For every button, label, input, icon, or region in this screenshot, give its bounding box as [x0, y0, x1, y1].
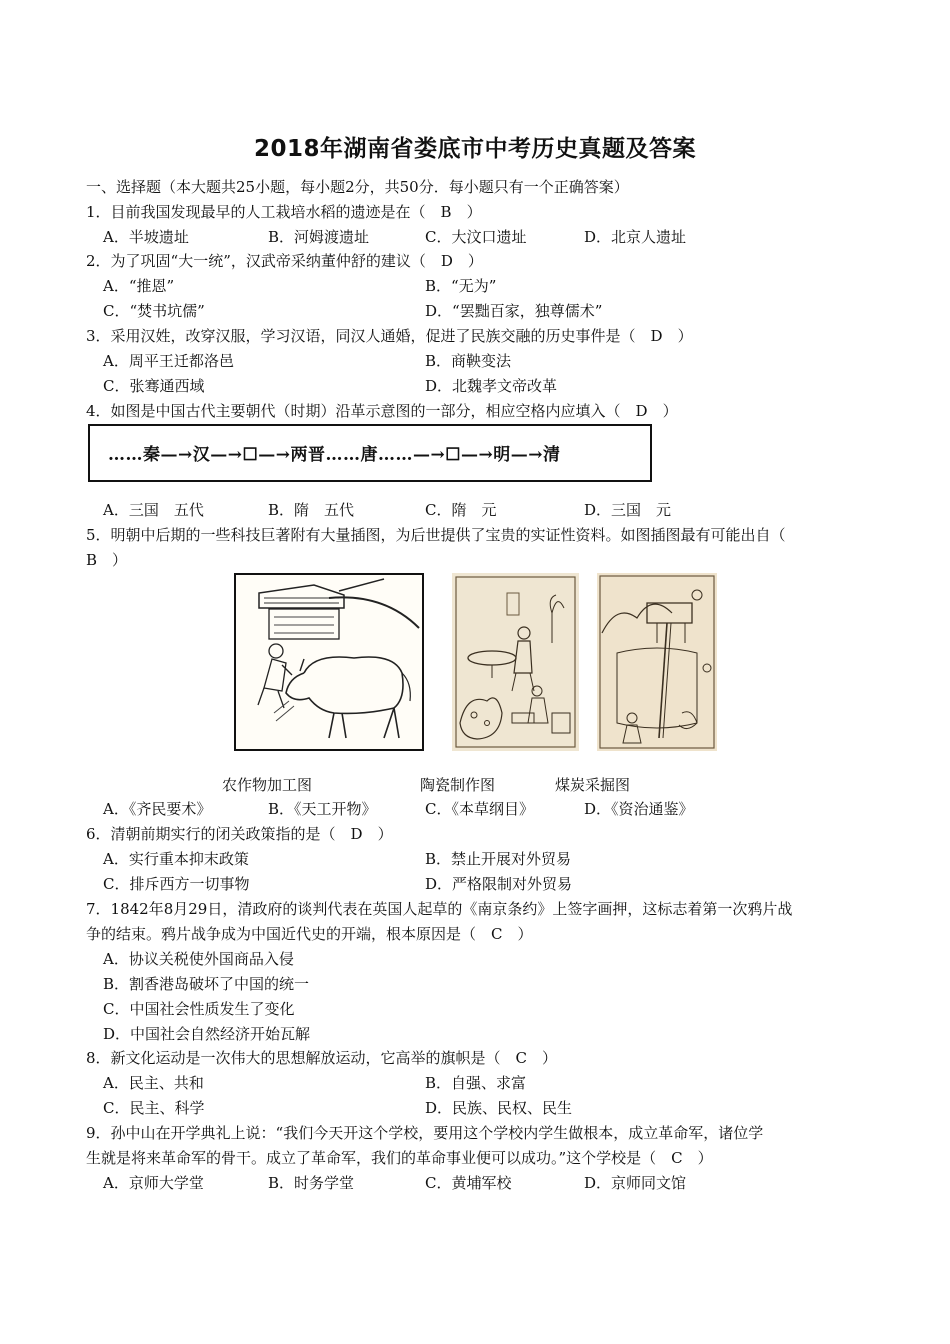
caption-coal-mining: 煤炭采掘图 — [555, 776, 631, 794]
question-7-stem-line-1: 7．1842年8月29日，清政府的谈判代表在英国人起草的《南京条约》上签字画押，这标志着第一次鸦片战 — [86, 900, 793, 918]
pottery-making-illustration — [452, 573, 579, 751]
question-5-stem-line-1: 5．明朝中后期的一些科技巨著附有大量插图，为后世提供了宝贵的实证性资料。如图插图最有可能出自（ — [86, 526, 786, 544]
question-9-stem-line-1: 9．孙中山在开学典礼上说：“我们今天开这个学校，要用这个学校内学生做根本，成立革命军，诸位学 — [86, 1124, 764, 1142]
coal-mining-illustration — [597, 573, 717, 751]
question-8-option-a: A．民主、共和 — [103, 1074, 204, 1092]
question-9-option-d: D．京师同文馆 — [584, 1174, 687, 1192]
question-8-option-d: D．民族、民权、民生 — [425, 1099, 573, 1117]
question-6-option-a: A．实行重本抑末政策 — [103, 850, 249, 868]
question-7-option-d: D．中国社会自然经济开始瓦解 — [103, 1025, 311, 1043]
question-6-option-b: B．禁止开展对外贸易 — [425, 850, 572, 868]
page-title: 2018年湖南省娄底市中考历史真题及答案 — [253, 136, 696, 162]
question-2-option-d: D．“罢黜百家，独尊儒术” — [425, 302, 603, 320]
question-9-option-a: A．京师大学堂 — [103, 1174, 204, 1192]
question-5-option-b: B．《天工开物》 — [268, 800, 377, 818]
question-1-option-d: D．北京人遗址 — [584, 228, 687, 246]
question-2-option-b: B．“无为” — [425, 277, 497, 295]
question-3-option-d: D．北魏孝文帝改革 — [425, 377, 558, 395]
question-5-option-d: D．《资治通鉴》 — [584, 800, 694, 818]
question-1-option-a: A．半坡遗址 — [103, 228, 189, 246]
question-3-stem: 3．采用汉姓，改穿汉服，学习汉语，同汉人通婚，促进了民族交融的历史事件是（ D ） — [86, 327, 693, 345]
question-9-stem-line-2: 生就是将来革命军的骨干。成立了革命军，我们的革命事业便可以成功。”这个学校是（ C ） — [86, 1149, 713, 1167]
question-4-option-b: B．隋 五代 — [268, 501, 355, 519]
section-heading: 一、选择题（本大题共25小题，每小题2分，共50分．每小题只有一个正确答案） — [86, 178, 629, 196]
question-7-option-c: C．中国社会性质发生了变化 — [103, 1000, 295, 1018]
question-6-stem: 6．清朝前期实行的闭关政策指的是（ D ） — [86, 825, 393, 843]
question-3-option-b: B．商鞅变法 — [425, 352, 512, 370]
question-9-option-c: C．黄埔军校 — [425, 1174, 512, 1192]
question-4-stem: 4．如图是中国古代主要朝代（时期）沿革示意图的一部分，相应空格内应填入（ D ） — [86, 402, 678, 420]
question-4-option-a: A．三国 五代 — [103, 501, 204, 519]
question-8-option-b: B．自强、求富 — [425, 1074, 527, 1092]
question-1-option-b: B．河姆渡遗址 — [268, 228, 370, 246]
dynasty-sequence: ……秦—→汉—→☐—→两晋……唐……—→☐—→明—→清 — [108, 445, 561, 465]
question-2-option-a: A．“推恩” — [103, 277, 175, 295]
question-7-option-a: A．协议关税使外国商品入侵 — [103, 950, 294, 968]
question-3-option-c: C．张骞通西域 — [103, 377, 205, 395]
question-1-stem: 1．目前我国发现最早的人工栽培水稻的遗迹是在（ B ） — [86, 203, 482, 221]
question-6-option-c: C．排斥西方一切事物 — [103, 875, 250, 893]
question-7-option-b: B．割香港岛破坏了中国的统一 — [103, 975, 310, 993]
question-1-option-c: C．大汶口遗址 — [425, 228, 527, 246]
question-7-stem-line-2: 争的结束。鸦片战争成为中国近代史的开端，根本原因是（ C ） — [86, 925, 533, 943]
dynasty-sequence-box — [88, 424, 652, 482]
question-4-option-c: C．隋 元 — [425, 501, 497, 519]
question-2-option-c: C．“焚书坑儒” — [103, 302, 205, 320]
question-3-option-a: A．周平王迁都洛邑 — [103, 352, 234, 370]
question-8-stem: 8．新文化运动是一次伟大的思想解放运动，它高举的旗帜是（ C ） — [86, 1049, 558, 1067]
question-9-option-b: B．时务学堂 — [268, 1174, 355, 1192]
caption-crop-processing: 农作物加工图 — [222, 776, 313, 794]
question-2-stem: 2．为了巩固“大一统”，汉武帝采纳董仲舒的建议（ D ） — [86, 252, 483, 270]
caption-pottery-making: 陶瓷制作图 — [420, 776, 496, 794]
question-8-option-c: C．民主、科学 — [103, 1099, 205, 1117]
question-5-stem-line-2: B ） — [86, 551, 128, 569]
question-5-option-c: C．《本草纲目》 — [425, 800, 534, 818]
question-4-option-d: D．三国 元 — [584, 501, 672, 519]
question-5-option-a: A．《齐民要术》 — [103, 800, 212, 818]
crop-processing-illustration — [234, 573, 424, 751]
question-6-option-d: D．严格限制对外贸易 — [425, 875, 573, 893]
